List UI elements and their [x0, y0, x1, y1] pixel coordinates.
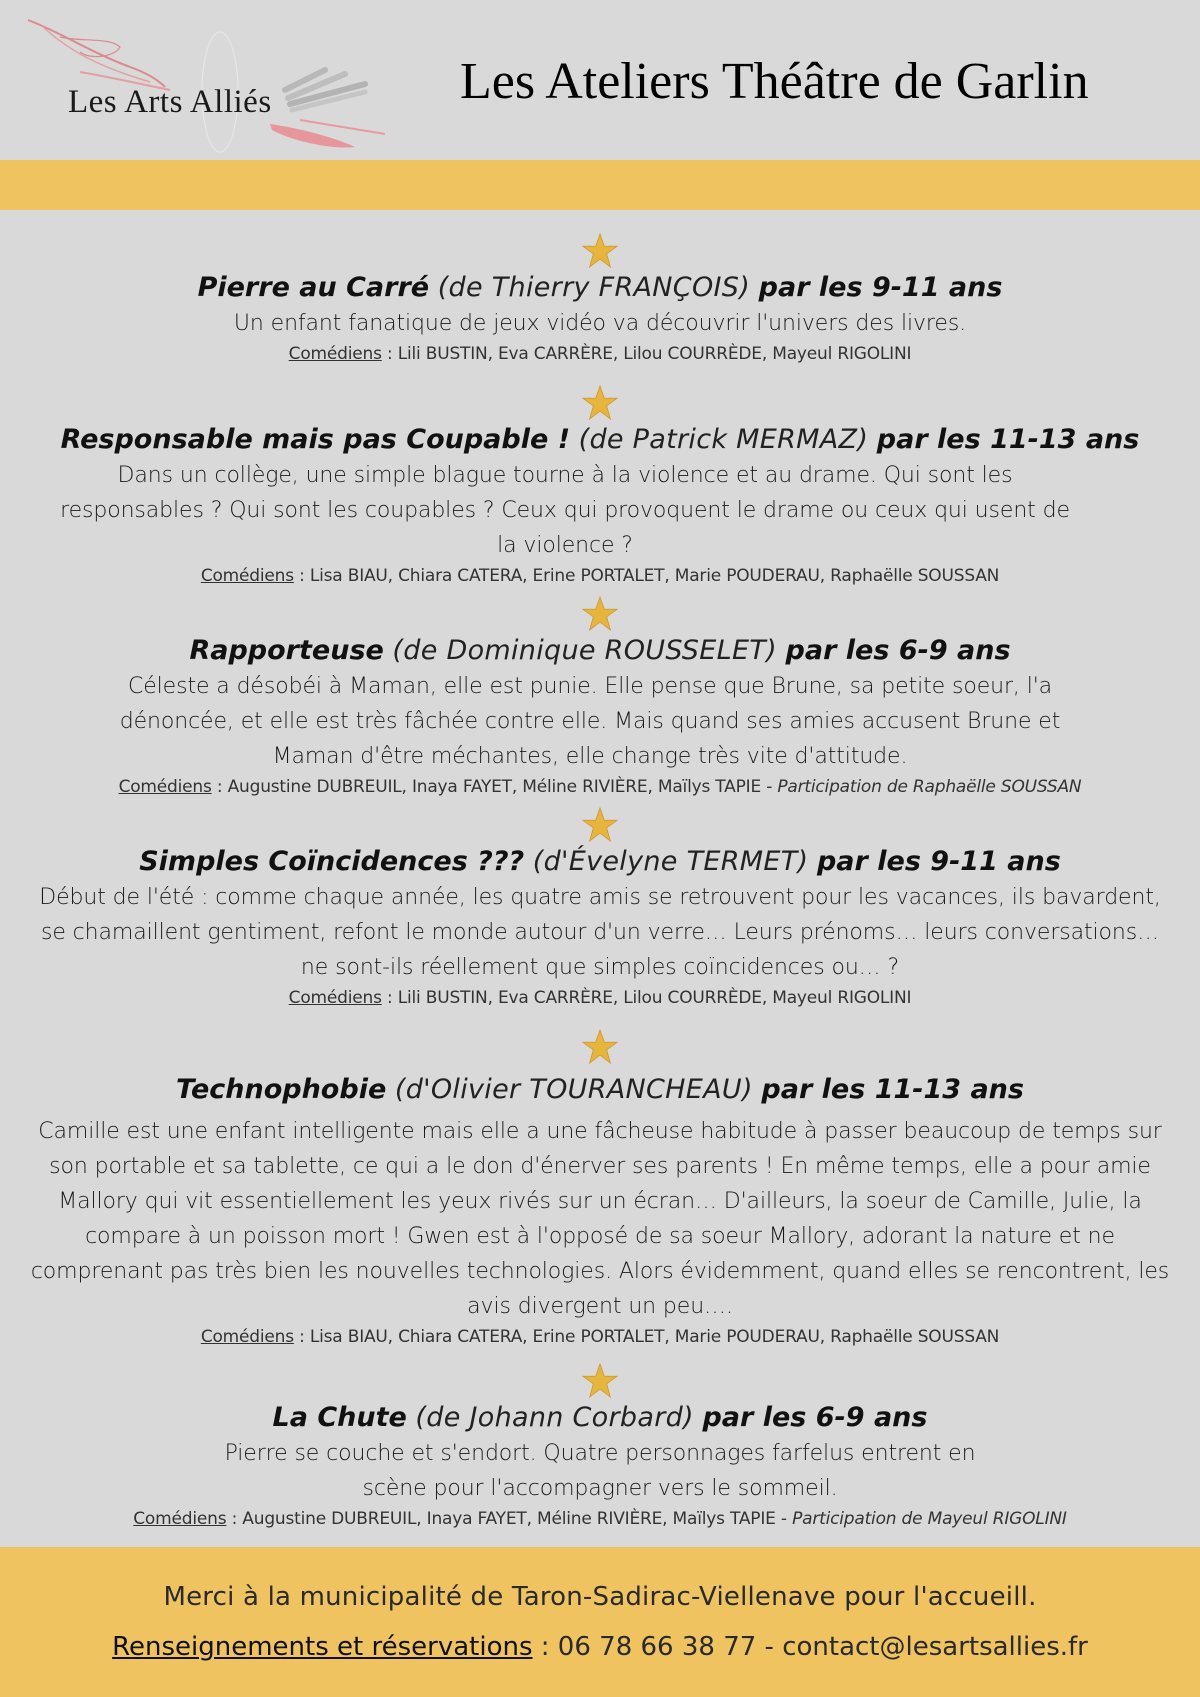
play-name: Simples Coïncidences ??? — [139, 846, 525, 877]
cast-names: : Augustine DUBREUIL, Inaya FAYET, Méline RIVIÈRE, Maïlys TAPIE - — [211, 777, 778, 797]
cast-names: : Lili BUSTIN, Eva CARRÈRE, Lilou COURRÈDE, Mayeul RIGOLINI — [381, 344, 912, 364]
play-author: (d'Olivier TOURANCHEAU) — [394, 1074, 753, 1105]
contact-info: : 06 78 66 38 77 - contact@lesartsallies.fr — [532, 1632, 1088, 1662]
cast-names: : Lisa BIAU, Chiara CATERA, Erine PORTALET, Marie POUDERAU, Raphaëlle SOUSSAN — [293, 1327, 1000, 1347]
play-cast — [0, 1506, 1200, 1532]
play-ages: par les 6-9 ans — [702, 1402, 928, 1433]
play-item — [0, 384, 1200, 589]
play-author: (de Dominique ROUSSELET) — [392, 635, 777, 666]
play-cast — [0, 774, 1200, 800]
play-name: Responsable mais pas Coupable ! — [60, 424, 571, 455]
star-icon — [581, 1028, 619, 1066]
contact-line — [0, 1627, 1200, 1667]
cast-label: Comédiens — [200, 1327, 294, 1347]
plays-list — [0, 210, 1200, 1547]
cast-label: Comédiens — [288, 344, 382, 364]
footer — [0, 1547, 1200, 1697]
cast-names: : Augustine DUBREUIL, Inaya FAYET, Méline RIVIÈRE, Maïlys TAPIE - — [226, 1509, 793, 1529]
play-title — [0, 633, 1200, 669]
play-name: Technophobie — [176, 1074, 387, 1105]
play-ages: par les 9-11 ans — [758, 272, 1003, 303]
top-band — [0, 160, 1200, 210]
play-author: (d'Évelyne TERMET) — [532, 846, 809, 877]
star-icon — [581, 384, 619, 422]
play-item — [0, 806, 1200, 1011]
play-ages: par les 11-13 ans — [876, 424, 1140, 455]
play-description: Pierre se couche et s'endort. Quatre personnages farfelus entrent en scène pour l'accompagner vers le sommeil. — [224, 1441, 976, 1501]
play-name: La Chute — [272, 1402, 407, 1433]
play-cast — [0, 563, 1200, 589]
play-item — [0, 1028, 1200, 1350]
cast-label: Comédiens — [133, 1509, 227, 1529]
logo — [20, 12, 390, 157]
cast-label: Comédiens — [200, 566, 294, 586]
play-name: Pierre au Carré — [197, 272, 430, 303]
play-item — [0, 595, 1200, 800]
star-icon — [581, 806, 619, 844]
play-title — [0, 1400, 1200, 1436]
star-icon — [581, 1362, 619, 1400]
play-title — [0, 422, 1200, 458]
play-author: (de Thierry FRANÇOIS) — [437, 272, 751, 303]
play-title — [0, 270, 1200, 306]
cast-participation: Participation de Raphaëlle SOUSSAN — [777, 777, 1082, 797]
header — [0, 0, 1200, 160]
play-ages: par les 9-11 ans — [816, 846, 1061, 877]
play-name: Rapporteuse — [189, 635, 384, 666]
play-item — [0, 1362, 1200, 1532]
play-description: Céleste a désobéi à Maman, elle est punie. Elle pense que Brune, sa petite soeur, l'a dénoncée, et elle est très fâchée contre elle. Mais quand ses amies accusent Brune et Maman d'être méchantes, elle change très vite d'attitude. — [119, 674, 1061, 769]
cast-label: Comédiens — [118, 777, 212, 797]
play-cast — [0, 1324, 1200, 1350]
page-title: Les Ateliers Théâtre de Garlin — [460, 53, 1089, 110]
play-ages: par les 11-13 ans — [761, 1074, 1024, 1105]
star-icon — [581, 232, 619, 270]
logo-text: Les Arts Alliés — [68, 84, 272, 120]
play-title — [0, 1072, 1200, 1108]
cast-names: : Lisa BIAU, Chiara CATERA, Erine PORTALET, Marie POUDERAU, Raphaëlle SOUSSAN — [293, 566, 1000, 586]
star-icon — [581, 595, 619, 633]
play-item — [0, 232, 1200, 367]
play-description: Un enfant fanatique de jeux vidéo va découvrir l'univers des livres. — [233, 311, 967, 336]
cast-names: : Lili BUSTIN, Eva CARRÈRE, Lilou COURRÈDE, Mayeul RIGOLINI — [381, 988, 912, 1008]
contact-label-link[interactable]: Renseignements et réservations — [112, 1632, 533, 1662]
play-description: Camille est une enfant intelligente mais elle a une fâcheuse habitude à passer beaucoup de temps sur son portable et sa tablette, ce qui a le don d'énerver ses parents ! En même temps, elle a pour amie Mallory qui vit essentiellement les yeux rivés sur un écran… D'ailleurs, la soeur de Camille, Julie, la compare à un poisson mort ! Gwen est à l'opposé de sa soeur Mallory, adorant la nature et ne comprenant pas très bien les nouvelles technologies. Alors évidemment, quand elles se rencontrent, les avis divergent un peu…. — [30, 1119, 1170, 1319]
play-description: Dans un collège, une simple blague tourne à la violence et au drame. Qui sont les responsables ? Qui sont les coupables ? Ceux qui provoquent le drame ou ceux qui usent de la violence ? — [60, 463, 1070, 558]
play-description: Début de l'été : comme chaque année, les quatre amis se retrouvent pour les vacances, ils bavardent, se chamaillent gentiment, refont le monde autour d'un verre… Leurs prénoms… leurs conversations… ne sont-ils réellement que simples coïncidences ou… ? — [39, 885, 1161, 980]
play-author: (de Johann Corbard) — [415, 1402, 694, 1433]
play-cast — [0, 341, 1200, 367]
play-ages: par les 6-9 ans — [785, 635, 1011, 666]
play-cast — [0, 985, 1200, 1011]
play-title — [0, 844, 1200, 880]
cast-participation: Participation de Mayeul RIGOLINI — [792, 1509, 1067, 1529]
play-author: (de Patrick MERMAZ) — [578, 424, 869, 455]
cast-label: Comédiens — [288, 988, 382, 1008]
thanks-text: Merci à la municipalité de Taron-Sadirac-Viellenave pour l'accueill. — [163, 1582, 1037, 1612]
